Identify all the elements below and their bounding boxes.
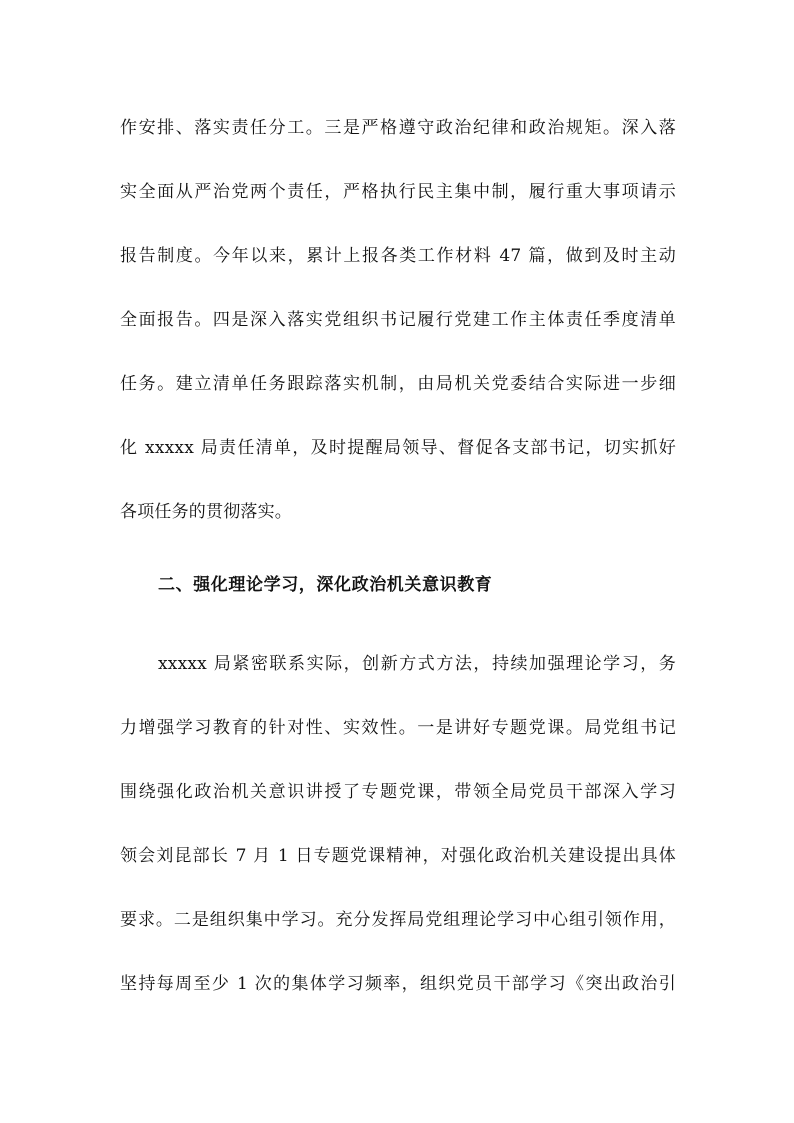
paragraph-1-line-2: 实全面从严治党两个责任，严格执行民主集中制，履行重大事项请示 [120, 182, 676, 202]
paragraph-2-line-2: 力增强学习教育的针对性、实效性。一是讲好专题党课。局党组书记 [120, 718, 676, 738]
paragraph-2-line-1: xxxxx 局紧密联系实际，创新方式方法，持续加强理论学习，务 [158, 654, 676, 674]
paragraph-2-line-6: 坚持每周至少 1 次的集体学习频率，组织党员干部学习《突出政治引 [120, 974, 676, 994]
paragraph-1-line-6: 化 xxxxx 局责任清单，及时提醒局领导、督促各支部书记，切实抓好 [120, 438, 676, 458]
paragraph-1-line-5: 任务。建立清单任务跟踪落实机制，由局机关党委结合实际进一步细 [120, 374, 676, 394]
section-heading: 二、强化理论学习，深化政治机关意识教育 [158, 575, 493, 595]
paragraph-2-line-4: 领会刘昆部长 7 月 1 日专题党课精神，对强化政治机关建设提出具体 [120, 846, 676, 866]
paragraph-2-line-5: 要求。二是组织集中学习。充分发挥局党组理论学习中心组引领作用， [120, 910, 676, 930]
paragraph-1-line-1: 作安排、落实责任分工。三是严格遵守政治纪律和政治规矩。深入落 [120, 118, 676, 138]
paragraph-1-line-3: 报告制度。今年以来，累计上报各类工作材料 47 篇，做到及时主动 [120, 246, 676, 266]
paragraph-1-line-7: 各项任务的贯彻落实。 [120, 502, 292, 522]
paragraph-1-line-4: 全面报告。四是深入落实党组织书记履行党建工作主体责任季度清单 [120, 310, 676, 330]
paragraph-2-line-3: 围绕强化政治机关意识讲授了专题党课，带领全局党员干部深入学习 [120, 782, 676, 802]
